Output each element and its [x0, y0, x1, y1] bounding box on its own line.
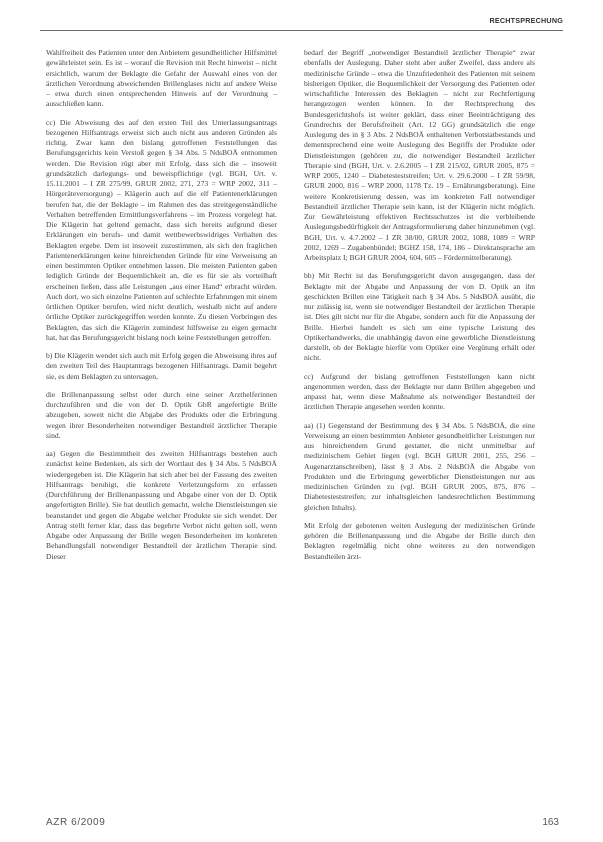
journal-issue: AZR 6/2009 — [46, 817, 106, 828]
paragraph: Mit Erfolg der gebotenen weiten Auslegung der medizinischen Gründe gehören die Brillenanpassung und die Abgabe der Brille durch den Beklagten regelmäßig nicht ohne weiteres zu den notwendigen Bestandteilen ärzt- — [304, 520, 535, 561]
left-column — [46, 48, 277, 562]
paragraph: cc) Die Abweisung des auf den ersten Teil des Unterlassungsantrags bezogenen Hilfsantrags erweist sich auch nicht aus anderen Gründen als richtig. Zwar kann den bislang getroffenen Feststellungen das Berufungsgerichts kein Verstoß gegen § 34 Abs. 5 NdsBOÄ entnommen werden. Die Revision rügt aber mit Erfolg, dass sich die – insoweit grundsätzlich darlegungs- und beweispflichtige (vgl. BGH, Urt. v. 15.11.2001 – I ZR 275/99, GRUR 2002, 271, 273 = WRP 2002, 311 – Hörgeräteversorgung) – Klägerin auch auf die elf Patientenerklärungen berufen hat, die der Beklagte – im Rahmen des das streitgegenständliche Verhalten betreffenden Ermittlungsverfahrens – im Prozess vorgelegt hat. Die Klägerin hat geltend gemacht, dass sich bereits aufgrund dieser Erklärungen ein berufs- und damit wettbewerbswidriges Verhalten des Beklagten ergebe. Dem ist insoweit zuzustimmen, als sich den fraglichen Patientenerklärungen keine hinreichenden Gründe für eine Verweisung an einen bestimmten Optiker entnehmen lassen. Die meisten Patienten gaben lediglich Gründe der Bequemlichkeit an, die es für sie als vorteilhaft erscheinen ließen, dass alle Leistungen „aus einer Hand“ erbracht würden. Auch dort, wo sich einzelne Patienten auf schlechte Erfahrungen mit einem örtlichen Optiker berufen, wird nicht deutlich, weshalb nicht auf andere örtliche Optiker zurückgegriffen werden konnte. Zu diesen Vorbringen des Beklagten, das sich die Klägerin zumindest hilfsweise zu eigen gemacht hat, hat das Berufungsgericht bislang noch keine Feststellungen getroffen. — [46, 117, 277, 342]
paragraph: bedarf der Begriff „notwendiger Bestandteil ärztlicher Therapie“ zwar ebenfalls der Auslegung. Daher steht aber außer Zweifel, dass andere als medizinische Gründe – etwa die Unzufriedenheit des Patienten mit seinem bisherigen Optiker, die Bequemlichkeit der Versorgung des Patienten oder wirtschaftliche Interessen des Beklagten – nicht zur Rechtfertigung herangezogen werden können. In der Rechtsprechung des Bundesgerichtshofs ist weiter geklärt, dass einer Beeinträchtigung des Grundrechts der Berufsfreiheit (Art. 12 GG) grundsätzlich die enge Auslegung des in § 3 Abs. 2 NdsBOÄ enthaltenen Verbotstatbestands und dementsprechend eine weite Auslegung des Begriffs der Produkte oder Dienstleistungen (gehören zu, die notwendiger Bestandteil ärztlicher Therapie sind (BGH, Urt. v. 2.6.2005 – I ZR 215/02, GRUR 2005, 875 = WRP 2005, 1240 – Diabetesteststreifen; Urt. v. 29.6.2000 – I ZR 59/98, GRUR 2000, 816 – WRP 2000, 1178 Tz. 19 – Ernährungsberatung). Eine weitere Konkretisierung dessen, was im konkreten Fall notwendiger Bestandteil ärztlicher Therapie sein kann, ist der Klägerin nicht möglich. Zur Gewährleistung effektiven Rechtsschutzes ist die verbleibende Auslegungsbedürftigkeit der Antragsformulierung daher hinzunehmen (vgl. BGH, Urt. v. 4.7.2002 – I ZR 38/00, GRUR 2002, 1088, 1089 = WRP 2002, 1269 – Zugabenbündel; BGHZ 158, 174, 186 – Direktansprache am Arbeitsplatz I; BGH GRUR 2004, 604, 605 – Fördermittelberatung). — [304, 48, 535, 262]
paragraph: Wahlfreiheit des Patienten unter den Anbietern gesundheitlicher Hilfsmittel gewährleistet sein. Es ist – worauf die Revision mit Recht hinweist – nicht ersichtlich, warum der Beklagte die Gefahr der Auswahl eines von der ärztlichen Verordnung abweichenden Brillenglases nicht auf andere Weise – etwa durch einen entsprechenden Hinweis auf der Verordnung – ausschließen kann. — [46, 48, 277, 109]
section-label: RECHTSPRECHUNG — [489, 16, 563, 25]
header-rule — [40, 30, 563, 31]
right-column — [304, 48, 535, 562]
paragraph: die Brillenanpassung selbst oder durch eine seiner Arzthelferinnen durchzuführen und die von der D. Optik GbR angefertigte Brille abzugeben, soweit nicht die Abgabe des Produkts oder die Erbringung wegen ihrer Besonderheiten notwendiger Bestandteil ärztlicher Therapie sind. — [46, 389, 277, 440]
paragraph: aa) Gegen die Bestimmtheit des zweiten Hilfsantrags bestehen auch zunächst keine Bedenken, als sich der Wortlaut des § 34 Abs. 5 NdsBOÄ wiedergegeben ist. Die Klägerin hat sich aber bei der Fassung des zweiten Hilfsantrags beruhigt, die konkrete Verletzungsform zu erfassen (Durchführung der Brillenanpassung und Abgabe einer von der D. Optik angefertigten Brille). Sie hat deutlich gemacht, welche Dienstleistungen sie beanstandet und gegen die Abgabe welcher Produkte sie sich wendet. Der Antrag stellt ferner klar, dass das begehrte Verbot nicht gelten soll, wenn Abgabe oder Anpassung der Brille wegen Besonderheiten im konkreten Behandlungsfall notwendiger Bestandteil der ärztlichen Therapie sind. Dieser — [46, 449, 277, 561]
paragraph: aa) (1) Gegenstand der Bestimmung des § 34 Abs. 5 NdsBOÄ, die eine Verweisung an einen bestimmten Anbieter gesundheitlicher Leistungen nur aus hinreichendem Grund gestattet, die nicht unmittelbar auf medizinischem Gebiet liegen (vgl. BGH GRUR 2001, 255, 256 – Augenarztanschreiben), lässt § 3 Abs. 2 NdsBOÄ die Abgabe von Produkten und die Erbringung gewerblicher Dienstleistungen nur aus medizinischen Gründen zu (vgl. BGH GRUR 2005, 875, 876 – Diabetesteststreifen; zur inhaltsgleichen landesrechtlichen Bestimmung gleichen Inhalts). — [304, 420, 535, 512]
paragraph: bb) Mit Recht ist das Berufungsgericht davon ausgegangen, dass der Beklagte mit der Abgabe und Anpassung der von D. Optik an ihn geschickten Brillen eine Tätigkeit nach § 34 Abs. 5 NdsBOÄ ausübt, die nur zulässig ist, wenn sie notwendiger Bestandteil der ärztlichen Therapie ist. Dies gilt nicht nur für die Abgabe, sondern auch für die Anpassung der Brille. Hierbei handelt es sich um eine typische Leistung des Optikerhandwerks, die unabhängig davon eine gewerbliche Dienstleistung darstellt, ob der Beklagte hierfür vom Optiker eine Vergütung erhält oder nicht. — [304, 271, 535, 363]
page-number: 163 — [542, 817, 559, 828]
paragraph: b) Die Klägerin wendet sich auch mit Erfolg gegen die Abweisung ihres auf den zweiten Teil des Hauptantrags bezogenen Hilfsantrags. Damit begehrt sie, es dem Beklagten zu untersagen, — [46, 351, 277, 381]
paragraph: cc) Aufgrund der bislang getroffenen Feststellungen kann nicht angenommen werden, dass der Beklagte nur dann Brillen abgegeben und anpasst hat, wenn diese Maßnahme als notwendiger Bestandteil der ärztlichen Therapie angesehen werden konnte. — [304, 371, 535, 412]
